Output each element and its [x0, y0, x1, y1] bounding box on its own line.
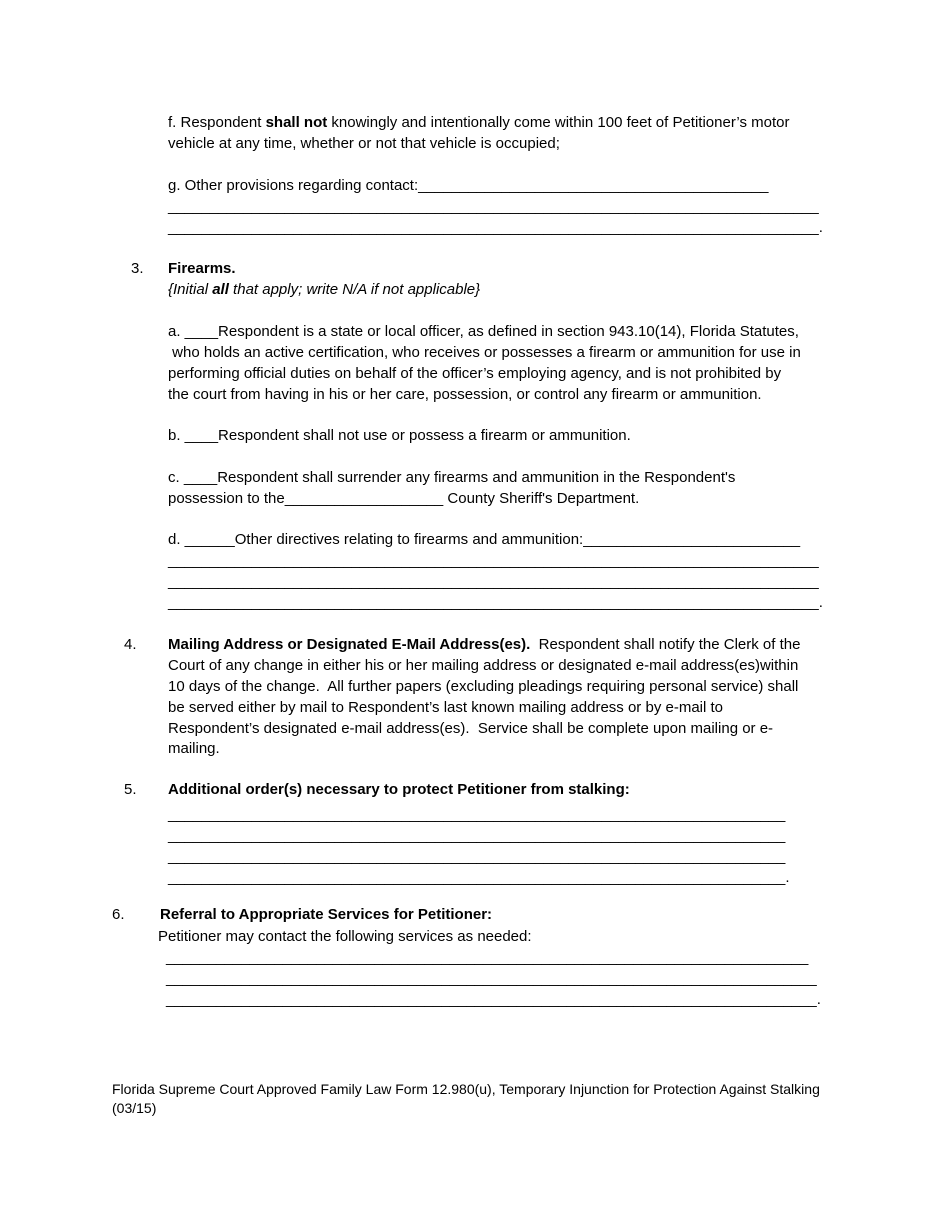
section-5-blank-4: __________________________________________________________________________. [168, 869, 790, 886]
section-3d-blank-1: ______________________________________________________________________________ [168, 552, 819, 569]
section-4-line-5: Respondent’s designated e-mail address(es). Service shall be complete upon mailing or e- [168, 720, 774, 737]
item-f-emphasis: shall not [265, 114, 328, 131]
item-g-line-1: g. Other provisions regarding contact:__________________________________________ [168, 177, 769, 194]
section-4-line-2: Court of any change in either his or her mailing address or designated e-mail address(es)within [168, 657, 799, 674]
section-3a-line-4: the court from having in his or her care, possession, or control any firearm or ammunition. [168, 386, 762, 403]
section-4-line-1: Mailing Address or Designated E-Mail Address(es). Respondent shall notify the Clerk of the [168, 636, 801, 653]
item-g-blank-1: ______________________________________________________________________________ [168, 198, 819, 215]
section-4-title: Mailing Address or Designated E-Mail Address(es). [168, 636, 531, 653]
section-3d-line-1: d. ______Other directives relating to firearms and ammunition:__________________________ [168, 531, 801, 548]
section-5-number: 5. [124, 781, 137, 798]
item-f-line-1: f. Respondent shall not knowingly and intentionally come within 100 feet of Petitioner’s motor [168, 114, 790, 131]
section-5-title: Additional order(s) necessary to protect Petitioner from stalking: [168, 781, 630, 798]
section-3c-line-1: c. ____Respondent shall surrender any firearms and ammunition in the Respondent's [168, 469, 736, 486]
section-3a-line-1: a. ____Respondent is a state or local officer, as defined in section 943.10(14), Florida Statutes, [168, 323, 799, 340]
section-6-title: Referral to Appropriate Services for Petitioner: [160, 906, 493, 923]
section-3a-line-2: who holds an active certification, who receives or possesses a firearm or ammunition for use in [168, 344, 801, 361]
section-5-blank-2: __________________________________________________________________________ [168, 827, 786, 844]
section-6-blank-3: ______________________________________________________________________________. [166, 991, 821, 1008]
section-6-number: 6. [112, 906, 125, 923]
section-3c-line-2: possession to the___________________ County Sheriff's Department. [168, 490, 640, 507]
section-3-instructions: {Initial all that apply; write N/A if not applicable} [168, 281, 481, 298]
section-5-blank-1: __________________________________________________________________________ [168, 806, 786, 823]
section-6-blank-2: ______________________________________________________________________________ [166, 970, 817, 987]
section-3-number: 3. [131, 260, 144, 277]
section-5-blank-3: __________________________________________________________________________ [168, 848, 786, 865]
footer-form-title: Florida Supreme Court Approved Family Law Form 12.980(u), Temporary Injunction for Protection Against Stalking [112, 1081, 820, 1097]
section-3a-line-3: performing official duties on behalf of the officer’s employing agency, and is not prohibited by [168, 365, 782, 382]
section-3-title: Firearms. [168, 260, 236, 277]
footer-form-date: (03/15) [112, 1100, 157, 1116]
item-g-blank-2: ______________________________________________________________________________. [168, 219, 823, 236]
item-f-line-2: vehicle at any time, whether or not that vehicle is occupied; [168, 135, 560, 152]
section-4-line-4: be served either by mail to Respondent’s last known mailing address or by e-mail to [168, 699, 723, 716]
section-3d-blank-3: ______________________________________________________________________________. [168, 594, 823, 611]
section-6-blank-1: _____________________________________________________________________________ [166, 949, 809, 966]
section-4-line-3: 10 days of the change. All further papers (excluding pleadings requiring personal service) shall [168, 678, 799, 695]
section-4-line-6: mailing. [168, 740, 220, 757]
section-3b: b. ____Respondent shall not use or possess a firearm or ammunition. [168, 427, 631, 444]
section-4-number: 4. [124, 636, 137, 653]
section-6-intro: Petitioner may contact the following services as needed: [158, 928, 532, 945]
section-3d-blank-2: ______________________________________________________________________________ [168, 573, 819, 590]
